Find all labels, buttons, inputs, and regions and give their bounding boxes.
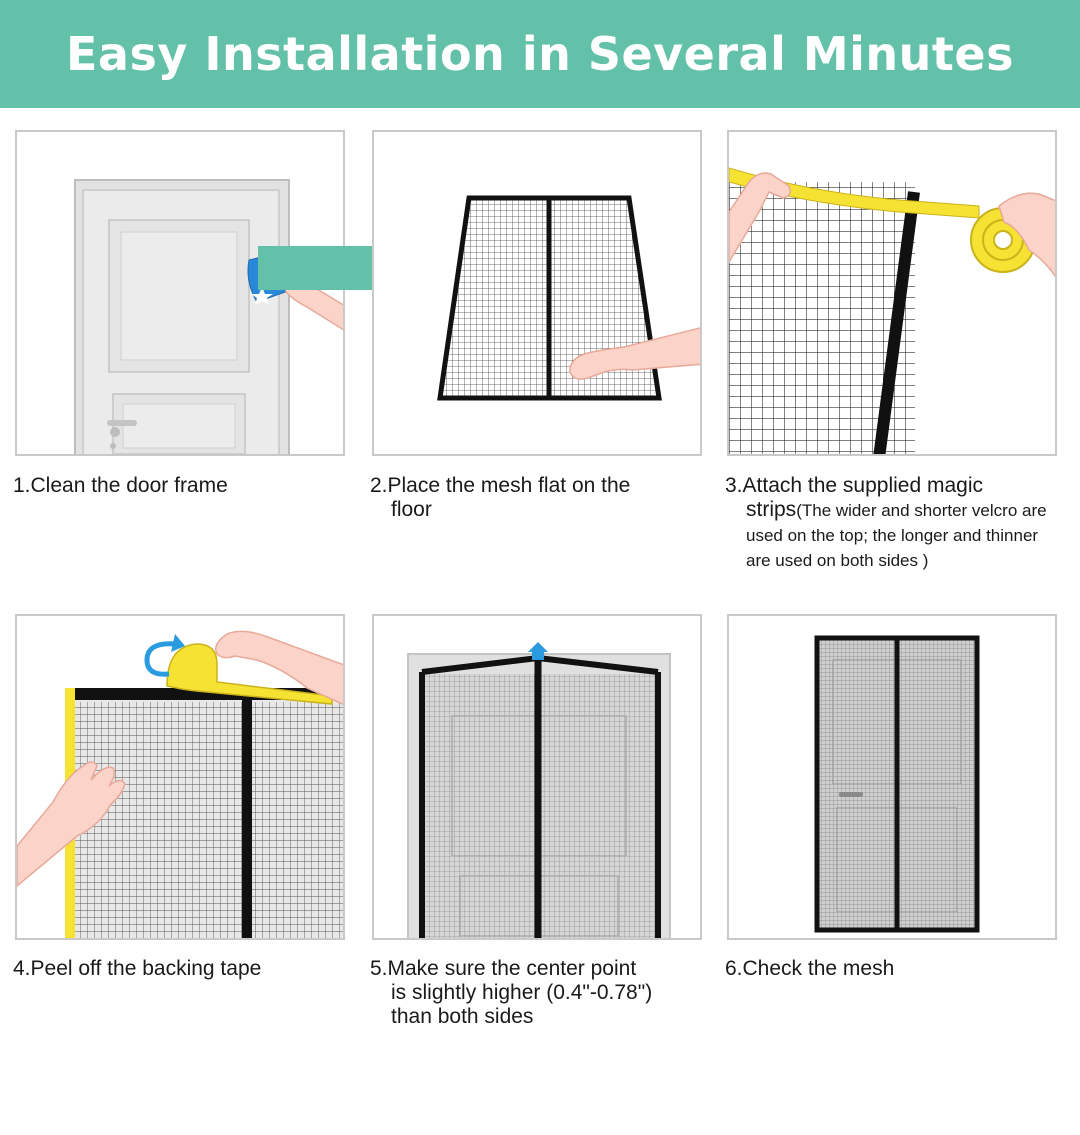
step-3-illustration <box>727 130 1057 456</box>
accent-tab <box>258 246 384 290</box>
step-1-illustration <box>15 130 345 456</box>
step-4-line1: 4.Peel off the backing tape <box>13 957 262 980</box>
step-2-illustration <box>372 130 702 456</box>
step-1-line1: 1.Clean the door frame <box>13 474 228 497</box>
step-5-caption <box>370 957 710 1029</box>
page-title: Easy Installation in Several Minutes <box>66 27 1014 81</box>
step-5-illustration <box>372 614 702 940</box>
step-6-caption <box>725 957 1065 981</box>
step-3-caption <box>725 474 1055 573</box>
step-6-illustration <box>727 614 1057 940</box>
step-3-line2: strips <box>746 498 797 521</box>
step-5-line3: than both sides <box>391 1005 534 1028</box>
step-6-line1: 6.Check the mesh <box>725 957 895 980</box>
step-4-illustration <box>15 614 345 940</box>
step-1-caption <box>13 474 353 498</box>
step-3-note: (The wider and shorter velcro are used on the top; the longer and thinner are used on both sides ) <box>746 501 1047 570</box>
step-5-line2: is slightly higher (0.4"-0.78") <box>391 981 653 1004</box>
step-5-line1: 5.Make sure the center point <box>370 957 637 980</box>
step-2-line2: floor <box>391 498 432 521</box>
step-4-caption <box>13 957 353 981</box>
header-banner <box>0 0 1080 108</box>
step-3-line1: 3.Attach the supplied magic <box>725 474 983 497</box>
step-2-line1: 2.Place the mesh flat on the <box>370 474 631 497</box>
step-2-caption <box>370 474 710 522</box>
